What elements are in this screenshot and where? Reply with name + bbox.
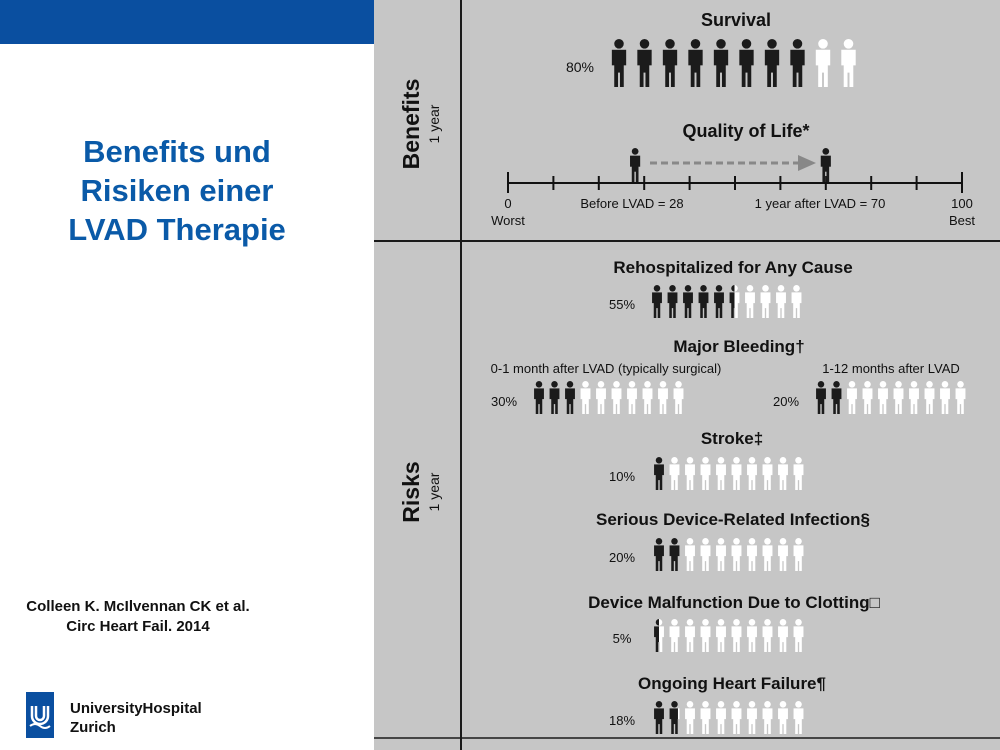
qol-after-label: 1 year after LVAD = 70 (754, 196, 886, 211)
bleeding-late-subtitle: 1-12 months after LVAD (822, 361, 960, 376)
bleeding-title: Major Bleeding† (673, 337, 805, 356)
stroke-percent: 10% (608, 469, 636, 484)
rehospitalized-title: Rehospitalized for Any Cause (613, 258, 853, 277)
survival-percent: 80% (565, 59, 595, 75)
slide-title-line-1: Benefits und (83, 134, 271, 169)
qol-max-value: 100 (951, 196, 973, 211)
stroke-title: Stroke‡ (700, 429, 764, 448)
infection-percent: 20% (608, 550, 636, 565)
header-bar (0, 0, 374, 44)
risks-sublabel: 1 year (426, 472, 442, 512)
slide-title-line-3: LVAD Therapie (68, 212, 286, 247)
bleeding-early-subtitle: 0-1 month after LVAD (typically surgical) (490, 361, 722, 376)
benefits-sublabel: 1 year (426, 104, 442, 144)
logo-text-line-2: Zurich (70, 719, 116, 736)
qol-before-label: Before LVAD = 28 (580, 196, 684, 211)
survival-title: Survival (700, 10, 772, 30)
logo-text (70, 699, 202, 737)
logo-text-line-1: UniversityHospital (70, 700, 202, 717)
qol-max-label: Best (948, 213, 976, 228)
citation-authors: Colleen K. McIlvennan CK et al. (26, 598, 250, 615)
rehospitalized-percent: 55% (608, 297, 636, 312)
citation-journal: Circ Heart Fail. 2014 (66, 618, 210, 635)
clotting-percent: 5% (612, 631, 632, 646)
benefits-label: Benefits (398, 78, 424, 170)
quality-of-life-title: Quality of Life* (682, 121, 810, 141)
heart-failure-percent: 18% (608, 713, 636, 728)
citation (0, 597, 276, 637)
qol-min-value: 0 (504, 196, 512, 211)
qol-min-label: Worst (491, 213, 525, 228)
infection-title: Serious Device-Related Infection§ (596, 510, 870, 529)
risks-label: Risks (398, 461, 424, 523)
lvad-figure (374, 0, 1000, 750)
heart-failure-title: Ongoing Heart Failure¶ (638, 674, 826, 693)
bleeding-late-percent: 20% (772, 394, 800, 409)
slide-title (0, 132, 354, 249)
clotting-title: Device Malfunction Due to Clotting□ (588, 593, 880, 612)
bleeding-early-percent: 30% (490, 394, 518, 409)
slide-title-line-2: Risiken einer (80, 173, 274, 208)
usz-logo-icon (26, 692, 54, 738)
